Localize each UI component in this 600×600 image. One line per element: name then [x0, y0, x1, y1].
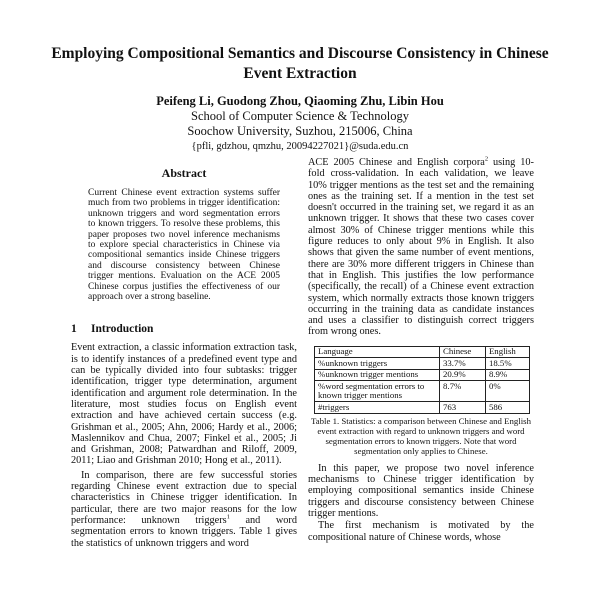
- right-paragraph-1-start: ACE 2005 Chinese and English corpora: [308, 157, 485, 168]
- statistics-table: [314, 346, 530, 414]
- paper-title: Employing Compositional Semantics and Discourse Consistency in Chinese Event Extraction: [51, 45, 549, 82]
- left-column: [71, 166, 297, 549]
- author-block: [40, 94, 560, 154]
- table-cell: 33.7%: [440, 358, 486, 370]
- intro-paragraph-1: Event extraction, a classic information extraction task, is to identify instances of a predefined event type and can be typically divided into four subtasks: trigger identification, trigger type determination, argument identification and argument role determination. In the literature, most studies focus on English event extraction and have achieved certain success (e.g. Grishman et al., 2005; Ahn, 2006; Hardy et al., 2006; Maslennikov and Chua, 2007; Finkel et al., 2005; Ji and Grishman, 2008; Patwardhan and Riloff, 2009, 2011; Liao and Grishman 2010; Hong et al., 2011).: [71, 342, 297, 467]
- author-names: Peifeng Li, Guodong Zhou, Qiaoming Zhu, Libin Hou: [156, 94, 444, 108]
- table-cell: %unknown triggers: [315, 358, 440, 370]
- section-heading-introduction: [71, 322, 297, 336]
- right-column: [308, 157, 534, 543]
- table-row: [315, 358, 530, 370]
- table-cell: 20.9%: [440, 369, 486, 381]
- table-row: [315, 369, 530, 381]
- table-header-cell: English: [485, 346, 529, 358]
- table-cell: 586: [485, 402, 529, 414]
- table-caption: Table 1. Statistics: a comparison between Chinese and English event extraction with regard to unknown triggers and word segmentation errors to known triggers. Note that word segmentation only applies to Chinese.: [311, 415, 531, 456]
- author-emails: {pfli, gdzhou, qmzhu, 20094227021}@suda.edu.cn: [191, 141, 409, 152]
- abstract-text: Current Chinese event extraction systems suffer much from two problems in trigger identification: unknown triggers and word segmentation errors to known triggers. To resolve these problems, this paper proposes two novel inference mechanisms to explore special characteristics in Chinese via compositional semantics inside Chinese triggers and discourse consistency between Chinese trigger mentions. Evaluation on the ACE 2005 Chinese corpus justifies the effectiveness of our approach over a strong baseline.: [88, 188, 280, 303]
- footnote-marker-2: 2: [484, 155, 489, 163]
- table-cell: #triggers: [315, 402, 440, 414]
- affiliation-university: Soochow University, Suzhou, 215006, China: [187, 124, 413, 138]
- affiliation-school: School of Computer Science & Technology: [191, 109, 409, 123]
- table-cell: 8.7%: [440, 381, 486, 402]
- table-header-cell: Chinese: [440, 346, 486, 358]
- table-row: [315, 402, 530, 414]
- intro-paragraph-2-start: In comparison, there are few successful stories regarding Chinese event extraction due to special characteristics in Chinese trigger identification. In particular, there are two major reasons for the low performance: unknown triggers: [71, 469, 297, 526]
- right-paragraph-2: In this paper, we propose two novel inference mechanisms to Chinese trigger identification by employing compositional semantics inside Chinese triggers and discourse consistency between Chinese trigger mentions.: [308, 462, 534, 519]
- table-cell: 18.5%: [485, 358, 529, 370]
- abstract-heading: Abstract: [161, 166, 207, 180]
- footnote-marker-1: 1: [226, 513, 230, 521]
- right-paragraph-3: The first mechanism is motivated by the compositional nature of Chinese words, whose: [308, 520, 534, 543]
- intro-paragraph-2: [71, 470, 297, 549]
- table-row: [315, 381, 530, 402]
- table-header-cell: Language: [315, 346, 440, 358]
- table-cell: 0%: [485, 381, 529, 402]
- table-cell: 763: [440, 402, 486, 414]
- right-paragraph-1: [308, 157, 534, 338]
- right-paragraph-1-end: using 10-fold cross-validation. In each validation, we leave 10% trigger mentions as the test set and the remaining ones as the training set. If a mention in the test set doesn't occurred in the training set, we regard it as an unknown trigger. It shows that these two cases cover almost 30% of Chinese trigger mentions while this figure reduces to only about 9% in English. It also shows that given the same number of event mentions, there are 30% more different triggers in Chinese than that in English. This justifies the low performance (specifically, the recall) of a Chinese event extraction system, which normally extracts those known triggers occurring in the training data as candidate instances and uses a classifier to distinguish correct triggers from wrong ones.: [308, 157, 534, 338]
- table-cell: %unknown trigger mentions: [315, 369, 440, 381]
- table-cell: 8.9%: [485, 369, 529, 381]
- intro-paragraph-2-end: and word segmentation errors to known triggers. Table 1 gives the statistics of unknown triggers and word: [71, 514, 297, 549]
- table-cell: %word segmentation errors to known trigger mentions: [315, 381, 440, 402]
- section-title: Introduction: [91, 323, 154, 336]
- section-number: 1: [71, 323, 77, 336]
- table-header-row: [315, 346, 530, 358]
